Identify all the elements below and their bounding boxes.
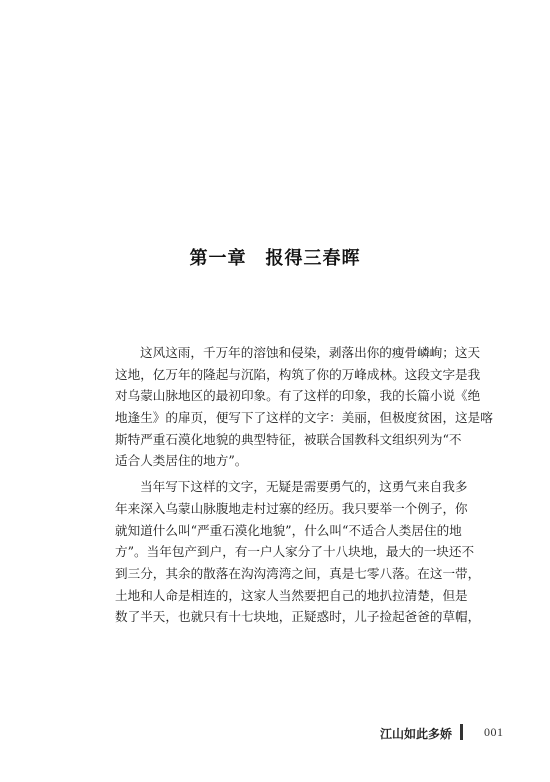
chapter-title: 第一章 报得三春晖 [189,248,361,269]
text-line: 这风这雨，千万年的溶蚀和侵染，剥落出你的瘦骨嶙峋；这天 [140,345,481,360]
text-line: 数了半天，也就只有十七块地，正疑惑时，儿子捡起爸爸的草帽， [115,609,481,625]
page-footer [0,722,550,742]
text-line: 方”。当年包产到户，有一户人家分了十八块地，最大的一块还不 [115,544,475,560]
footer-divider [460,724,463,740]
text-line: 这地，亿万年的隆起与沉陷，构筑了你的万峰成林。这段文字是我 [115,366,481,382]
paragraph [115,476,481,628]
body-text [115,342,493,628]
text-line: 年来深入乌蒙山脉腹地走村过寨的经历。我只要举一个例子，你 [115,500,468,516]
text-line: 当年写下这样的文字，无疑是需要勇气的，这勇气来自我多 [140,479,468,495]
text-line: 就知道什么叫“严重石漠化地貌”，什么叫“不适合人类居住的地 [115,522,462,538]
running-footer-title: 江山如此多娇 [379,727,452,741]
page-number: 001 [484,725,504,739]
text-line: 土地和人命是相连的，这家人当然要把自己的地扒拉清楚，但是 [115,587,468,603]
text-line: 斯特严重石漠化地貌的典型特征，被联合国教科文组织列为“不 [115,431,462,447]
text-line: 对乌蒙山脉地区的最初印象。有了这样的印象，我的长篇小说《绝 [115,388,481,404]
paragraph [115,342,493,472]
text-line: 地逢生》的扉页，便写下了这样的文字：美丽，但极度贫困，这是喀 [115,410,493,426]
text-line: 到三分，其余的散落在沟沟湾湾之间，真是七零八落。在这一带， [115,565,481,581]
text-line: 适合人类居住的地方”。 [115,453,248,469]
